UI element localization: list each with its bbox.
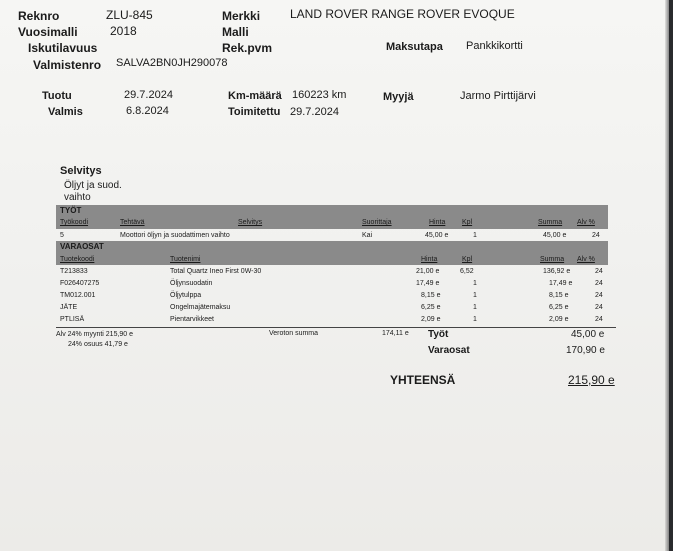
tyot-row-summa: 45,00 e [543, 232, 567, 239]
valmistenro-label: Valmistenro [33, 58, 102, 72]
tyot-row-hinta: 45,00 e [425, 232, 449, 239]
iskutilavuus-label: Iskutilavuus [28, 41, 98, 55]
varaosat-col-summa: Summa [540, 256, 565, 263]
reknro-value: ZLU-845 [106, 8, 153, 22]
selvitys-line1: Öljyt ja suod. [64, 180, 122, 191]
vuosimalli-label: Vuosimalli [18, 25, 78, 39]
vuosimalli-value: 2018 [110, 24, 137, 38]
tuotu-value: 29.7.2024 [124, 89, 173, 101]
varaosat-cell-hinta: 21,00 e [416, 268, 440, 275]
varaosat-cell-hinta: 17,49 e [416, 280, 440, 287]
varaosat-col-tuotenimi: Tuotenimi [170, 256, 201, 263]
varaosat-cell-summa: 17,49 e [549, 280, 573, 287]
alv-myynti: Alv 24% myynti 215,90 e [56, 331, 134, 338]
tuotu-label: Tuotu [42, 90, 72, 102]
kmmaara-value: 160223 km [292, 89, 347, 101]
merkki-label: Merkki [222, 9, 261, 23]
varaosat-cell-summa: 2,09 e [549, 316, 569, 323]
myyja-label: Myyjä [383, 91, 414, 103]
tyot-title: TYÖT [60, 206, 82, 215]
varaosat-cell-kpl: 1 [473, 280, 477, 287]
tyot-col-tyokoodi: Työkoodi [60, 219, 89, 226]
myyja-value: Jarmo Pirttijärvi [460, 90, 536, 102]
varaosat-cell-kpl: 6,52 [460, 268, 474, 275]
varaosat-cell-koodi: T213833 [60, 268, 88, 275]
selvitys-line2: vaihto [64, 192, 91, 203]
summary-varaosat-value: 170,90 e [566, 345, 605, 356]
tyot-col-suorittaja: Suorittaja [362, 219, 392, 226]
toimitettu-label: Toimitettu [228, 106, 281, 118]
varaosat-cell-kpl: 1 [473, 292, 477, 299]
varaosat-cell-koodi: F026407275 [60, 280, 100, 287]
varaosat-cell-koodi: TM012.001 [60, 292, 96, 299]
tyot-row-koodi: 5 [60, 232, 64, 239]
tyot-col-selvitys: Selvitys [238, 219, 263, 226]
varaosat-col-tuotekoodi: Tuotekoodi [60, 256, 95, 263]
varaosat-col-hinta: Hinta [421, 256, 438, 263]
valmis-label: Valmis [48, 106, 83, 118]
varaosat-cell-nimi: Ongelmajätemaksu [170, 304, 231, 311]
valmis-value: 6.8.2024 [126, 105, 169, 117]
toimitettu-value: 29.7.2024 [290, 106, 339, 118]
varaosat-cell-kpl: 1 [473, 316, 477, 323]
summary-tyot-value: 45,00 e [571, 329, 605, 340]
varaosat-cell-alv: 24 [595, 316, 603, 323]
varaosat-col-kpl: Kpl [462, 256, 473, 263]
varaosat-header-band [56, 241, 608, 265]
varaosat-cell-hinta: 2,09 e [421, 316, 441, 323]
varaosat-cell-nimi: Pientarvikkeet [170, 316, 214, 323]
tyot-row-alv: 24 [592, 232, 600, 239]
varaosat-cell-nimi: Öljynsuodatin [170, 280, 213, 287]
malli-label: Malli [222, 25, 249, 39]
varaosat-cell-koodi: JÄTE [60, 304, 78, 311]
tyot-col-hinta: Hinta [429, 219, 446, 226]
varaosat-cell-summa: 8,15 e [549, 292, 569, 299]
maksutapa-value: Pankkikortti [466, 40, 523, 52]
maksutapa-label: Maksutapa [386, 41, 443, 53]
yhteensa-label: YHTEENSÄ [390, 373, 456, 387]
varaosat-cell-kpl: 1 [473, 304, 477, 311]
yhteensa-value: 215,90 e [568, 373, 615, 387]
reknro-label: Reknro [18, 9, 60, 23]
paper-edge-shadow [665, 0, 673, 551]
varaosat-cell-summa: 6,25 e [549, 304, 569, 311]
varaosat-cell-nimi: Total Quartz Ineo First 0W-30 [170, 268, 262, 275]
valmistenro-value: SALVA2BN0JH290078 [116, 57, 228, 69]
tyot-row-tehtava: Moottori öljyn ja suodattimen vaihto [120, 232, 230, 239]
varaosat-cell-koodi: PTLISÄ [60, 316, 85, 323]
varaosat-cell-hinta: 8,15 e [421, 292, 441, 299]
varaosat-cell-alv: 24 [595, 280, 603, 287]
varaosat-col-alv: Alv % [577, 256, 595, 263]
tyot-col-kpl: Kpl [462, 219, 473, 226]
tyot-row-kpl: 1 [473, 232, 477, 239]
kmmaara-label: Km-määrä [228, 90, 282, 102]
summary-divider [56, 327, 616, 328]
varaosat-cell-hinta: 6,25 e [421, 304, 441, 311]
veroton-value: 174,11 e [382, 330, 409, 337]
varaosat-cell-alv: 24 [595, 304, 603, 311]
tyot-col-summa: Summa [538, 219, 563, 226]
varaosat-title: VARAOSAT [60, 242, 104, 251]
tyot-row-suorittaja: Kai [362, 232, 373, 239]
merkki-value: LAND ROVER RANGE ROVER EVOQUE [290, 7, 515, 21]
selvitys-title: Selvitys [60, 165, 102, 177]
varaosat-cell-summa: 136,92 e [543, 268, 571, 275]
summary-varaosat-label: Varaosat [428, 345, 470, 356]
tyot-col-alv: Alv % [577, 219, 595, 226]
rekpvm-label: Rek.pvm [222, 41, 273, 55]
varaosat-cell-alv: 24 [595, 268, 603, 275]
veroton-label: Veroton summa [269, 330, 319, 337]
tyot-col-tehtava: Tehtävä [120, 219, 145, 226]
summary-tyot-label: Työt [428, 329, 449, 340]
varaosat-cell-nimi: Öljytulppa [170, 292, 202, 299]
varaosat-cell-alv: 24 [595, 292, 603, 299]
alv-osuus: 24% osuus 41,79 e [68, 341, 128, 348]
